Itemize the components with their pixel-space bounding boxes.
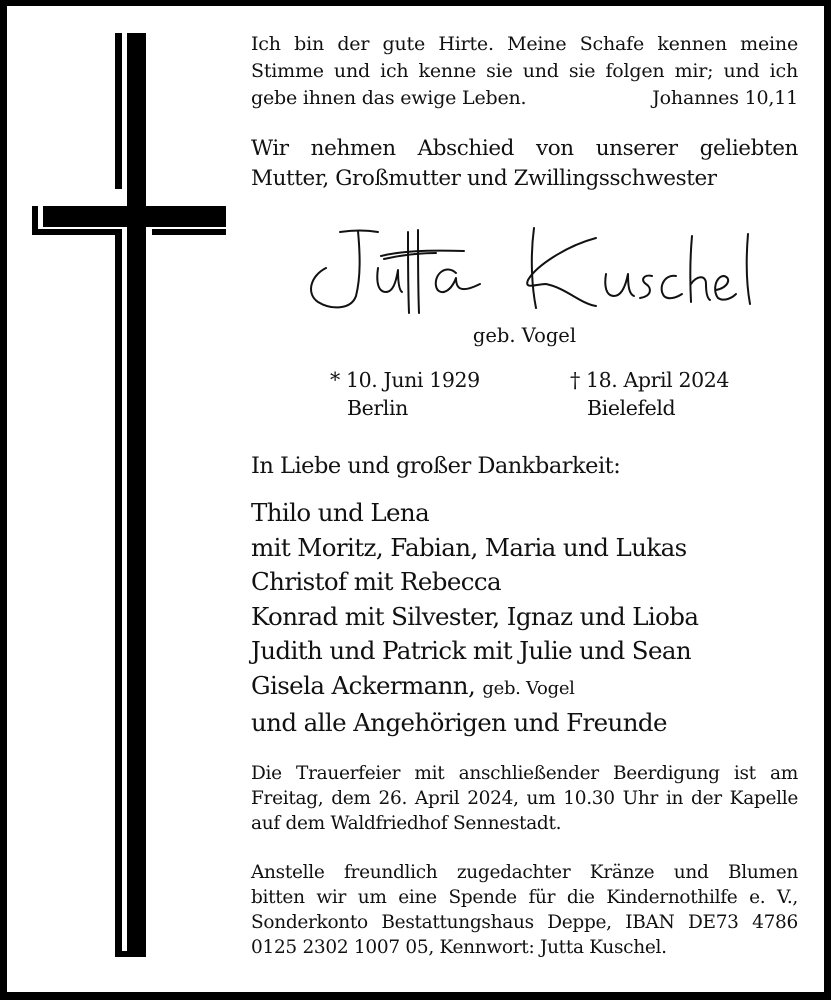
- donation-line: Sonderkonto Bestattungshaus Deppe, IBAN DE73 4786: [251, 912, 798, 933]
- mourner-line: Konrad mit Silvester, Ignaz und Lioba: [251, 601, 699, 631]
- mourner-line: Judith und Patrick mit Julie und Sean: [251, 636, 692, 665]
- intro-line: Wir nehmen Abschied von unserer geliebten: [251, 136, 798, 161]
- verse-text: gebe ihnen das ewige Leben.: [251, 87, 527, 109]
- deceased-born-name: geb. Vogel: [472, 324, 577, 347]
- mourner-line: Thilo und Lena: [251, 498, 430, 527]
- mourner-line-sister: [251, 669, 798, 707]
- cross-vertical-beam: [127, 33, 146, 951]
- verse-line: Ich bin der gute Hirte. Meine Schafe kennen meine: [251, 33, 798, 55]
- mourner-line: Christof mit Rebecca: [251, 567, 501, 596]
- mourner-line: mit Moritz, Fabian, Maria und Lukas: [251, 532, 687, 562]
- verse-line: Stimme und ich kenne sie und sie folgen mir; und ich: [251, 60, 798, 82]
- service-line: auf dem Waldfriedhof Sennestadt.: [251, 813, 562, 834]
- signature-icon: [296, 218, 766, 318]
- cross-shadow-under-right: [152, 229, 226, 235]
- farewell-intro: [251, 134, 798, 194]
- cross-horizontal-beam: [43, 206, 226, 227]
- death-date: 18. April 2024: [585, 368, 730, 392]
- birth-place: Berlin: [347, 396, 408, 420]
- deceased-name-signature: [296, 218, 766, 318]
- birth-date: 10. Juni 1929: [345, 368, 480, 392]
- service-line: Freitag, dem 26. April 2024, um 10.30 Uhr in der Kapelle: [251, 788, 798, 809]
- death-info: [570, 366, 729, 422]
- mourner-line-closing: und alle Angehörigen und Freunde: [251, 708, 667, 737]
- birth-symbol: *: [330, 368, 340, 392]
- cross-shadow-foot: [115, 951, 146, 957]
- cross-shadow-lower: [115, 235, 122, 957]
- mourners-heading: In Liebe und großer Dankbarkeit:: [251, 453, 621, 479]
- verse-reference: Johannes 10,11: [652, 87, 798, 109]
- donation-line: bitten wir um eine Spende für die Kindernothilfe e. V.,: [251, 887, 798, 908]
- bible-verse: [251, 31, 798, 112]
- mourners-list: [251, 496, 798, 741]
- intro-line: Mutter, Großmutter und Zwillingsschwester: [251, 166, 717, 191]
- funeral-service-info: [251, 761, 798, 836]
- death-place: Bielefeld: [587, 396, 676, 420]
- birth-info: [330, 366, 480, 422]
- sister-born-name: geb. Vogel: [482, 677, 575, 699]
- donation-info: [251, 860, 798, 960]
- service-line: Die Trauerfeier mit anschließender Beerdigung ist am: [251, 763, 798, 784]
- cross-shadow-upper: [115, 33, 122, 189]
- cross-shadow-under-left: [32, 229, 122, 235]
- donation-line: 0125 2302 1007 05, Kennwort: Jutta Kuschel.: [251, 937, 667, 958]
- sister-name: Gisela Ackermann,: [251, 670, 476, 700]
- donation-line: Anstelle freundlich zugedachter Kränze und Blumen: [251, 862, 798, 883]
- verse-line-last: [251, 85, 798, 112]
- death-symbol: †: [570, 368, 580, 392]
